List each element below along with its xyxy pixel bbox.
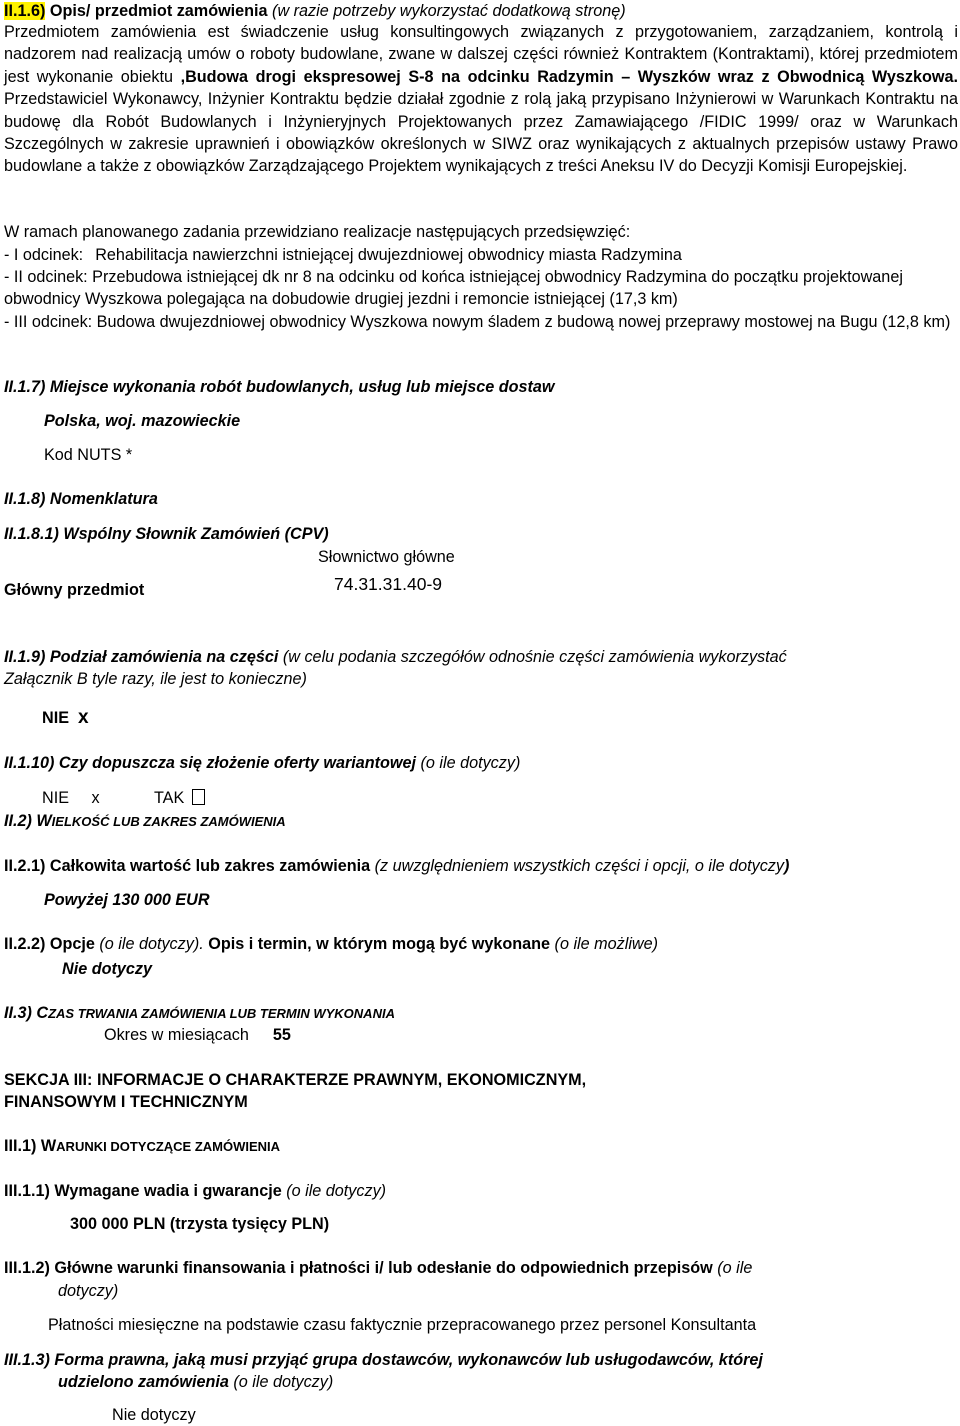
section-ii-1-7-heading: II.1.7) Miejsce wykonania robót budowlanych, usług lub miejsce dostaw: [4, 378, 555, 396]
section-ii-1-6-heading: [4, 0, 626, 22]
project-name: ,Budowa drogi ekspresowej S-8 na odcinku Radzymin – Wyszków wraz z Obwodnicą Wyszkowa.: [180, 67, 958, 86]
section-iii-title-line1: SEKCJA III: INFORMACJE O CHARAKTERZE PRAWNYM, EKONOMICZNYM,: [4, 1071, 587, 1089]
scope-intro: W ramach planowanego zadania przewidziano realizacje następujących przedsięwzięć:: [4, 223, 631, 241]
section-iii-1-heading: III.1) WARUNKI DOTYCZĄCE ZAMÓWIENIA: [4, 1137, 281, 1155]
variant-nie-mark: x: [91, 789, 100, 807]
section-ii-1-9-heading: II.1.9) Podział zamówienia na części (w celu podania szczegółów odnośnie części zamówienia wykorzystać: [4, 648, 787, 666]
section-title: Opis/ przedmiot zamówienia: [45, 2, 268, 20]
section-iii-1-1-heading: III.1.1) Wymagane wadia i gwarancje (o ile dotyczy): [4, 1182, 387, 1200]
variant-answer-tak: TAK: [154, 787, 205, 809]
section-ii-2-1-heading: II.2.1) Całkowita wartość lub zakres zamówienia (z uwzględnieniem wszystkich części i opcji, o ile dotyczy): [4, 857, 790, 875]
variant-answer-nie: NIE x: [42, 789, 100, 807]
section-iii-1-2-heading: III.1.2) Główne warunki finansowania i płatności i/ lub odesłanie do odpowiednich przepisów (o ile: [4, 1259, 753, 1277]
section-ii-1-8-heading: II.1.8) Nomenklatura: [4, 490, 158, 508]
scope-item-2: - II odcinek: Przebudowa istniejącej dk nr 8 na odcinku od końca istniejącej obwodnicy Radzymina do początku projektowanej obwodnicy Wyszkowa polegająca na dobudowie drugiej jezdni i remoncie istniejącej (17,3 km): [4, 268, 903, 309]
legal-form-value: Nie dotyczy: [112, 1406, 196, 1424]
section-iii-1-3-heading-cont: udzielono zamówienia (o ile dotyczy): [58, 1373, 334, 1391]
section-number: II.1.6): [4, 2, 46, 20]
section-iii-1-2-hint: dotyczy): [58, 1282, 119, 1300]
section-ii-3-heading: II.3) CZAS TRWANIA ZAMÓWIENIA LUB TERMIN WYKONANIA: [4, 1004, 395, 1022]
tak-checkbox: [192, 789, 205, 805]
section-ii-1-9-hint: Załącznik B tyle razy, ile jest to konieczne): [4, 670, 307, 688]
duration-value: 55: [272, 1026, 291, 1044]
description-paragraph: Przedmiotem zamówienia est świadczenie usług konsultingowych związanych z przygotowaniem, zarządzaniem, kontrolą i nadzorem nad realizacją umów o roboty budowlane, zwane w dalszej części również Kontraktem (Kontraktami), której przedmiotem jest wykonanie obiektu ,Budowa drogi ekspresowej S-8 na odcinku Radzymin – Wyszków wraz z Obwodnicą Wyszkowa. Przedstawiciel Wykonawcy, Inżynier Kontraktu będzie działał zgodnie z rolą jaką przypisano Inżynierowi w Warunkach Kontraktu na budowę dla Robót Budowlanych i Inżynieryjnych Projektowanych przez Zamawiającego /FIDIC 1999/ oraz w Warunkach Szczególnych w zakresie uprawnień i obowiązków określonych w SIWZ oraz wynikających z aktualnych przepisów ustawy Prawo budowlane a także z obowiązków Zarządzającego Projektem wynikających z treści Aneksu IV do Decyzji Komisji Europejskiej.: [4, 23, 958, 176]
guarantee-value: 300 000 PLN (trzysta tysięcy PLN): [70, 1215, 330, 1233]
section-ii-1-8-1-heading: II.1.8.1) Wspólny Słownik Zamówień (CPV): [4, 525, 329, 543]
section-ii-2-heading: II.2) WIELKOŚĆ LUB ZAKRES ZAMÓWIENIA: [4, 812, 286, 830]
section-iii-1-3-heading: III.1.3) Forma prawna, jaką musi przyjąć grupa dostawców, wykonawców lub usługodawców, której: [4, 1351, 763, 1369]
nuts-code-label: Kod NUTS *: [44, 446, 133, 464]
scope-item-1: - I odcinek: Rehabilitacja nawierzchni istniejącej dwujezdniowej obwodnicy miasta Radzymina: [4, 246, 682, 264]
parts-answer-mark: x: [78, 707, 89, 728]
section-iii-title-line2: FINANSOWYM I TECHNICZNYM: [4, 1093, 248, 1111]
section-hint: (w razie potrzeby wykorzystać dodatkową stronę): [267, 2, 626, 20]
section-ii-2-2-heading: II.2.2) Opcje (o ile dotyczy). Opis i termin, w którym mogą być wykonane (o ile możliwe): [4, 935, 659, 953]
payment-terms-value: Płatności miesięczne na podstawie czasu faktycznie przepracowanego przez personel Konsultanta: [48, 1316, 757, 1334]
scope-item-3: - III odcinek: Budowa dwujezdniowej obwodnicy Wyszkowa nowym śladem z budową nowej przeprawy mostowej na Bugu (12,8 km): [4, 313, 951, 331]
parts-answer: NIE x: [42, 707, 89, 728]
options-value: Nie dotyczy: [62, 960, 152, 978]
cpv-row-label: Główny przedmiot: [4, 581, 145, 599]
cpv-column-header: Słownictwo główne: [318, 548, 455, 566]
cpv-code: 74.31.31.40-9: [334, 574, 443, 594]
section-ii-1-10-heading: II.1.10) Czy dopuszcza się złożenie oferty wariantowej (o ile dotyczy): [4, 754, 521, 772]
duration-row: Okres w miesiącach 55: [104, 1026, 291, 1044]
total-value: Powyżej 130 000 EUR: [44, 891, 210, 909]
location-value: Polska, woj. mazowieckie: [44, 412, 241, 430]
